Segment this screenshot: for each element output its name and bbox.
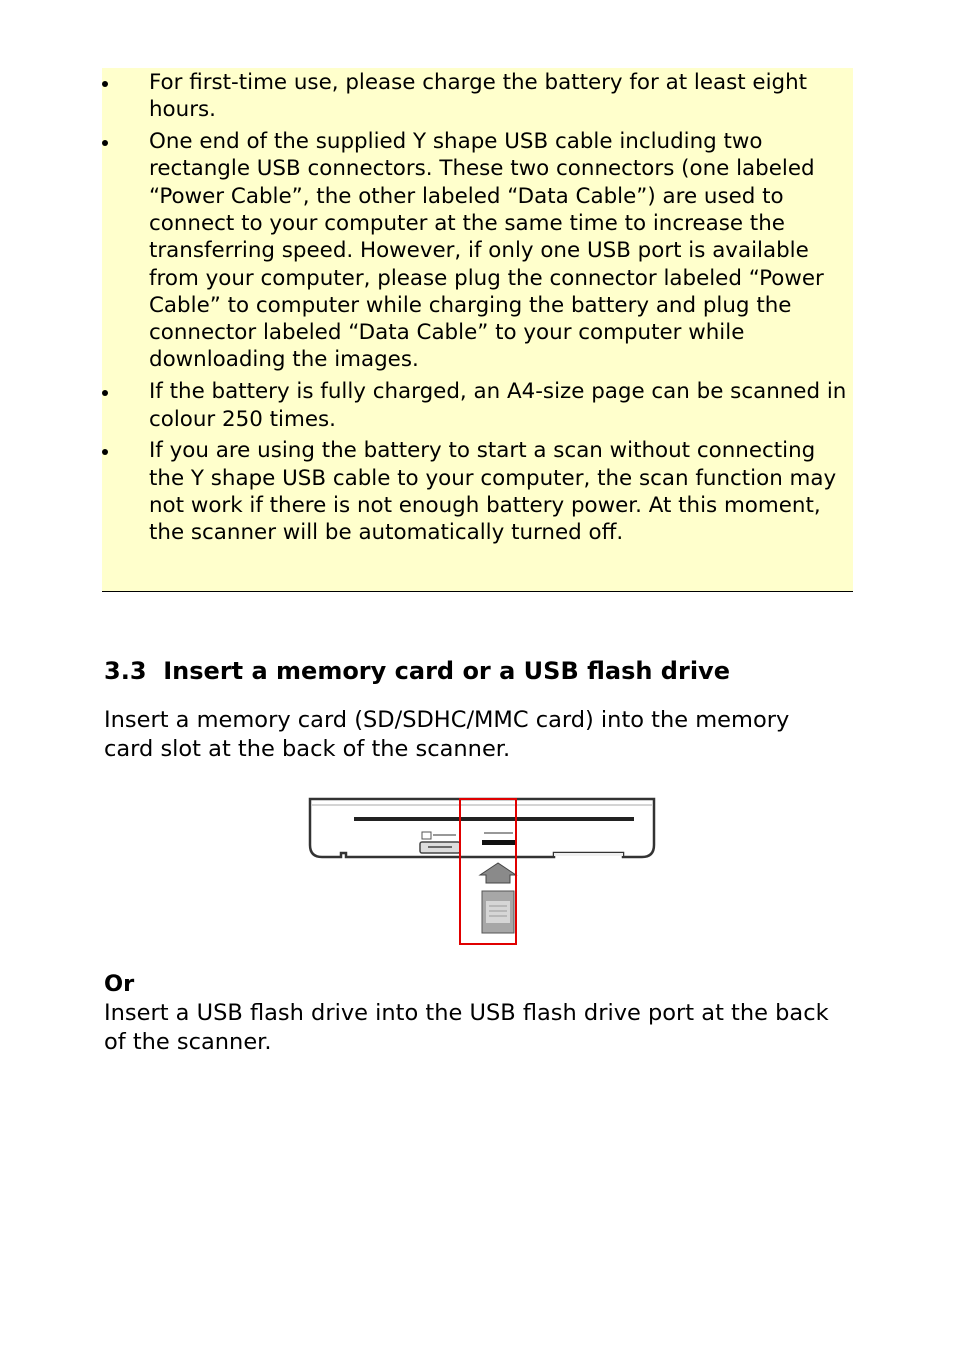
insert-arrow-icon [480,863,516,883]
memory-card-instruction: Insert a memory card (SD/SDHC/MMC card) into the memory card slot at the back of the scanner. [104,707,790,763]
section-number: 3.3 [104,657,147,685]
bullet-icon [102,140,108,146]
section-title: Insert a memory card or a USB flash drive [163,657,730,685]
note-list [102,69,853,551]
bullet-icon [102,390,108,396]
section-heading [104,655,730,687]
scanner-feed-slot [354,817,634,821]
scanner-back-illustration [306,795,658,947]
note-item [102,378,853,433]
memory-card-slot [482,840,515,845]
note-item [102,69,853,124]
bullet-icon [102,81,108,87]
scanner-diagram [306,795,658,947]
scanner-body [310,799,654,857]
scanner-foot-icon [554,853,623,856]
note-text: If the battery is fully charged, an A4-size page can be scanned in colour 250 times. [149,379,847,432]
bullet-icon [102,449,108,455]
usb-drive-instruction: Insert a USB flash drive into the USB flash drive port at the back of the scanner. [104,1000,829,1056]
note-item [102,437,853,546]
note-text: One end of the supplied Y shape USB cable including two rectangle USB connectors. These two connectors (one labeled “Power Cable”, the other labeled “Data Cable”) are used to connect to your computer at the same time to increase the transferring speed. However, if only one USB port is available from your computer, please plug the connector labeled “Power Cable” to computer while charging the battery and plug the connector labeled “Data Cable” to your computer while downloading the images. [149,129,824,373]
or-label: Or [104,971,135,997]
note-text: If you are using the battery to start a scan without connecting the Y shape USB cable to your computer, the scan function may not work if there is not enough battery power. At this moment, the scanner will be automatically turned off. [149,438,837,546]
note-text: For first-time use, please charge the battery for at least eight hours. [149,70,808,123]
memory-card-label-icon [486,901,510,923]
note-item [102,128,853,374]
note-box [102,68,853,592]
